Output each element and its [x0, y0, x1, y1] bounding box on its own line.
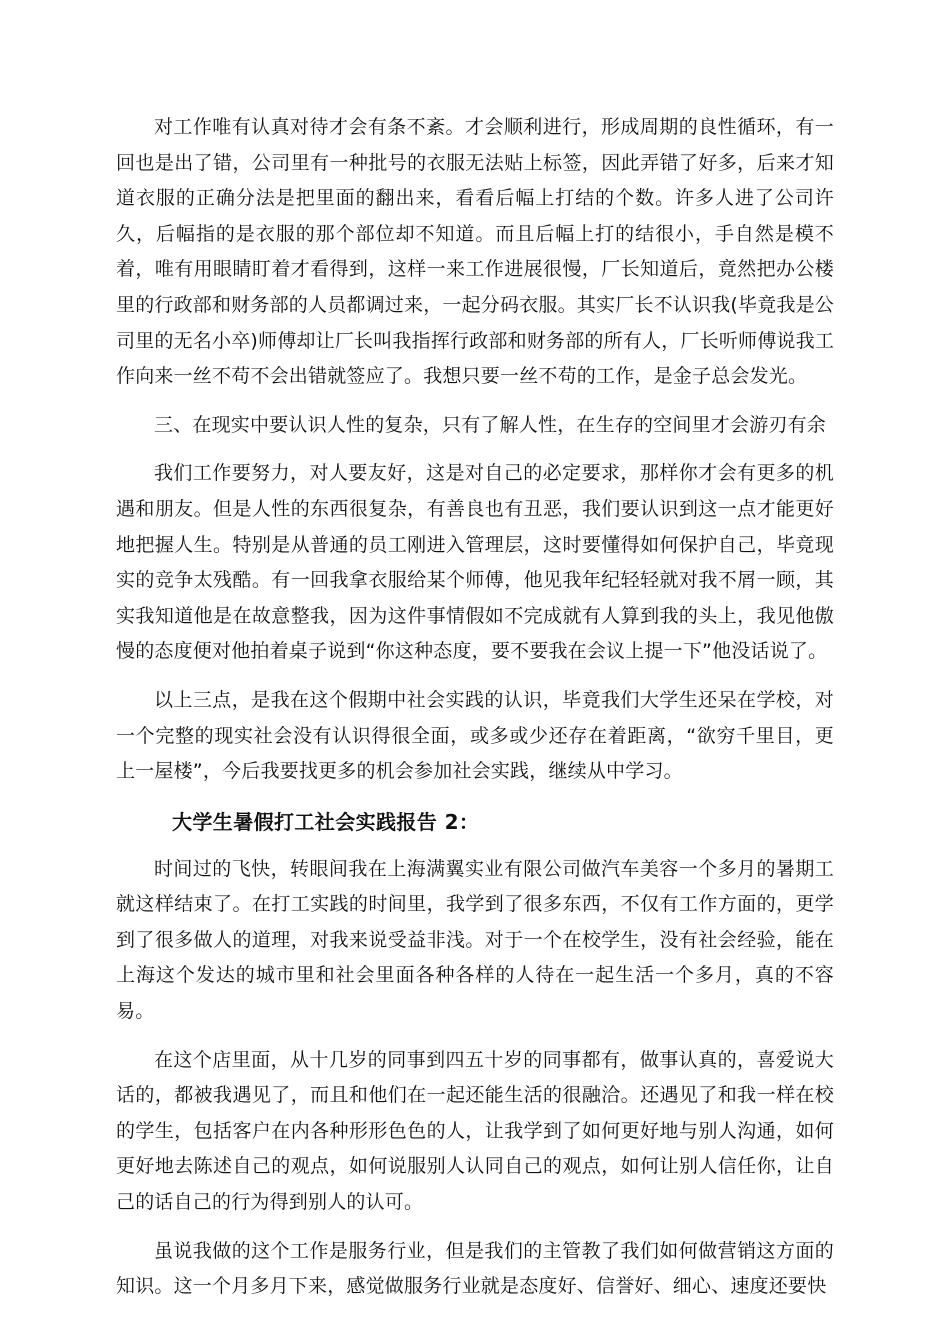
point-three-heading: 三、在现实中要认识人性的复杂，只有了解人性，在生存的空间里才会游刃有余 — [154, 413, 827, 436]
document-page — [116, 110, 834, 1305]
paragraph-service-industry: 虽说我做的这个工作是服务行业，但是我们的主管教了我们如何做营销这方面的知识。这一个月多月下来，感觉做服务行业就是态度好、信誉好、细心、速度还要快 — [116, 1239, 834, 1298]
paragraph-work-attitude: 对工作唯有认真对待才会有条不紊。才会顺利进行，形成周期的良性循环，有一回也是出了错，公司里有一种批号的衣服无法贴上标签，因此弄错了好多，后来才知道衣服的正确分法是把里面的翻出来，看看后幅上打结的个数。许多人进了公司许久，后幅指的是衣服的那个部位却不知道。而且后幅上打的结很小，手自然是模不着，唯有用眼睛盯着才看得到，这样一来工作进展很慢，厂长知道后，竟然把办公楼里的行政部和财务部的人员都调过来，一起分码衣服。其实厂长不认识我(毕竟我是公司里的无名小卒)师傅却让厂长叫我指挥行政部和财务部的所有人，厂长听师傅说我工作向来一丝不苟不会出错就签应了。我想只要一丝不苟的工作，是金子总会发光。 — [116, 116, 835, 388]
paragraph-colleagues: 在这个店里面，从十几岁的同事到四五十岁的同事都有，做事认真的，喜爱说大话的，都被我遇见了，而且和他们在一起还能生活的很融洽。还遇见了和我一样在校的学生，包括客户在内各种形形色色的人，让我学到了如何更好地与别人沟通，如何更好地去陈述自己的观点，如何说服别人认同自己的观点，如何让别人信任你，让自己的话自己的行为得到别人的认可。 — [116, 1048, 834, 1214]
paragraph-time-passed: 时间过的飞快，转眼间我在上海满翼实业有限公司做汽车美容一个多月的暑期工就这样结束了。在打工实践的时间里，我学到了很多东西，不仅有工作方面的，更学到了很多做人的道理，对我来说受益非浅。对于一个在校学生，没有社会经验，能在上海这个发达的城市里和社会里面各种各样的人待在一起生活一个多月，真的不容易。 — [116, 857, 834, 1023]
paragraph-human-nature: 我们工作要努力，对人要友好，这是对自己的必定要求，那样你才会有更多的机遇和朋友。但是人性的东西很复杂，有善良也有丑恶，我们要认识到这一点才能更好地把握人生。特别是从普通的员工刚进入管理层，这时要懂得如何保护自己，毕竟现实的竞争太残酷。有一回我拿衣服给某个师傅，他见我年纪轻轻就对我不屑一顾，其实我知道他是在故意整我，因为这件事情假如不完成就有人算到我的头上，我见他傲慢的态度便对他拍着桌子说到“你这种态度，要不要我在会议上提一下”他没话说了。 — [116, 462, 834, 663]
section-title: 大学生暑假打工社会实践报告 2： — [172, 809, 480, 834]
paragraph-summary: 以上三点，是我在这个假期中社会实践的认识，毕竟我们大学生还呆在学校，对一个完整的现实社会没有认识得很全面，或多或少还存在着距离，“欲穷千里目，更上一屋楼”，今后我要找更多的机会参加社会实践，继续从中学习。 — [116, 688, 834, 783]
